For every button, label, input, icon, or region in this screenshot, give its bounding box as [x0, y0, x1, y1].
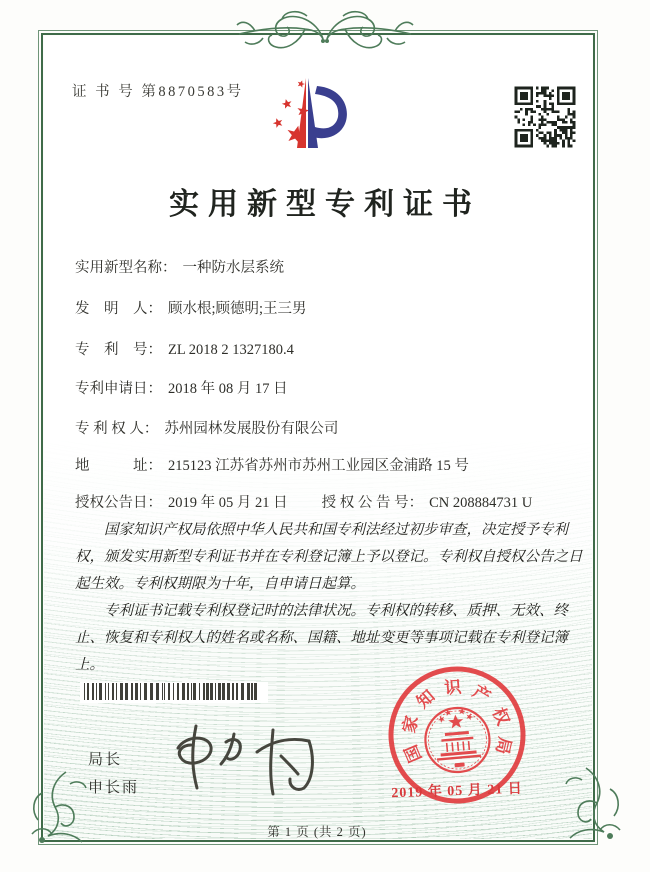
field-value: 2019 年 05 月 21 日 [168, 495, 288, 511]
legal-paragraph-1: 国家知识产权局依照中华人民共和国专利法经过初步审查，决定授予专利权，颁发实用新型专利证书并在专利登记簿上予以登记。专利权自授权公告之日起生效。专利权期限为十年，自申请日起算。 [75, 522, 583, 592]
patent-office-logo-icon [255, 74, 355, 166]
seal-char: 局 [492, 735, 515, 757]
qr-code-icon [512, 84, 578, 150]
seal-char: 家 [399, 713, 422, 735]
field-value: 2018 年 08 月 17 日 [168, 381, 288, 397]
field-value: ZL 2018 2 1327180.4 [168, 342, 294, 358]
field-utility-model-name [75, 256, 587, 277]
field-label: 授权公告日： [75, 495, 162, 511]
field-value: CN 208884731 U [429, 495, 533, 511]
seal-char: 权 [488, 704, 513, 728]
barcode-icon [80, 682, 268, 703]
certificate-title: 实用新型专利证书 [169, 188, 481, 221]
field-label: 授 权 公 告 号： [321, 495, 424, 511]
field-grant-announcement [75, 491, 587, 512]
field-value: 215123 江苏省苏州市苏州工业园区金浦路 15 号 [168, 458, 469, 474]
seal-char: 知 [413, 686, 439, 712]
field-value: 顾水根;顾德明;王三男 [168, 301, 307, 317]
signer-name: 申长雨 [88, 780, 140, 796]
field-address [75, 454, 587, 475]
page-number: 第 1 页 (共 2 页) [267, 825, 367, 839]
signer-title: 局长 [88, 752, 123, 768]
field-label: 实用新型名称： [75, 260, 177, 276]
field-label: 发 明 人： [75, 301, 162, 317]
field-value: 苏州园林发展股份有限公司 [164, 421, 339, 437]
seal-char: 产 [469, 681, 494, 707]
field-label: 专 利 号： [75, 342, 162, 358]
field-application-date [75, 377, 587, 398]
certificate-number: 证 书 号 第8870583号 [72, 84, 244, 100]
signer-block [88, 746, 139, 802]
seal-char: 识 [443, 677, 463, 698]
top-border-ornament-icon [233, 8, 417, 56]
field-grant-number [322, 491, 533, 512]
seal-date: 2019 年 05 月 21 日 [391, 781, 524, 802]
seal-char: 国 [401, 742, 426, 766]
field-label: 地 址： [75, 458, 162, 474]
field-label: 专 利 权 人： [75, 421, 159, 437]
legal-paragraph-2: 专利证书记载专利权登记时的法律状况。专利权的转移、质押、无效、终止、恢复和专利权人的姓名或名称、国籍、地址变更等事项记载在专利登记簿上。 [75, 603, 568, 673]
field-patentee [75, 417, 587, 438]
national-emblem-icon [423, 705, 492, 774]
field-patent-number [75, 338, 587, 359]
field-label: 专利申请日： [75, 381, 162, 397]
field-value: 一种防水层系统 [182, 260, 284, 276]
field-inventors [75, 297, 587, 318]
signature-handwriting-icon [160, 710, 345, 810]
